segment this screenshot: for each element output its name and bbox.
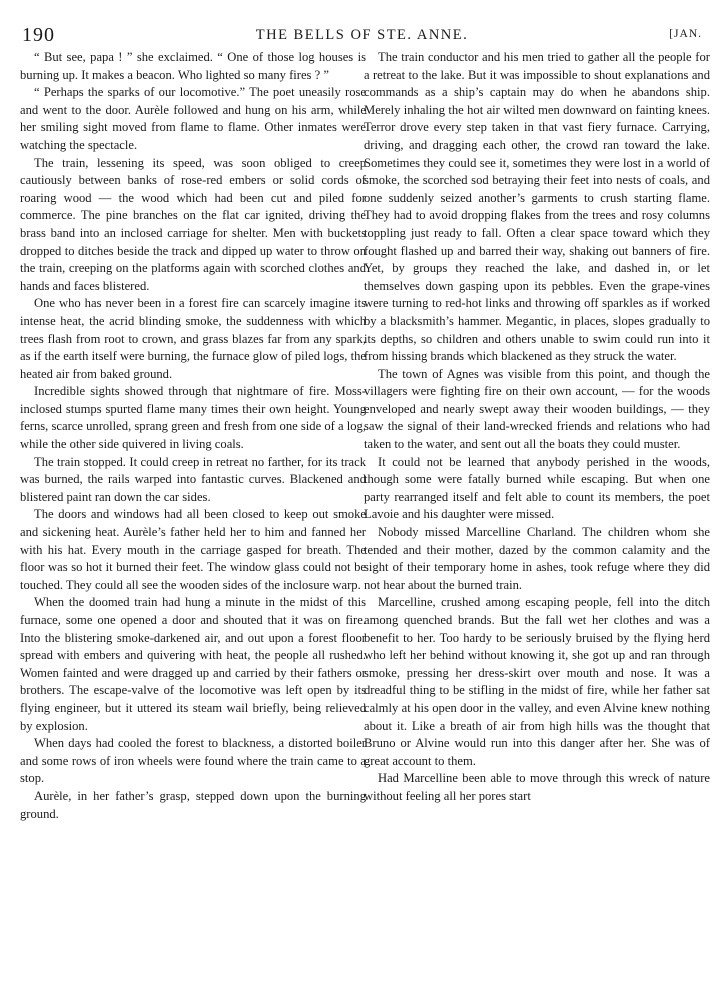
paragraph: The town of Agnes was visible from this point, and though the villagers were fighting fire on their own account, — for the woods enveloped and nearly swept away their wooden buildings, — they saw the signal of their land-wrecked friends and relations who had taken to the water, and sent out all the boats they could muster. <box>364 366 710 452</box>
paragraph: When the doomed train had hung a minute in the midst of this furnace, some one opened a door and shouted that it was on fire. Into the blistering smoke-darkened air, and out upon a forest floor spread with embers and quivering with heat, the people all rushed. Women fainted and were dragged up and carried by their fathers or brothers. The escape-valve of the locomotive was left open by its flying engineer, but it uttered its steam wail briefly, being relieved by explosion. <box>20 595 366 733</box>
paragraph: Incredible sights showed through that nightmare of fire. Moss-inclosed stumps spurted flame many times their own height. Young ferns, scarce unrolled, sprang green and fresh from one side of a log, while the other side quivered in living coals. <box>20 384 366 452</box>
page-number: 190 <box>22 24 55 46</box>
paragraph: “ Perhaps the sparks of our locomotive.” The poet uneasily rose and went to the door. Aurèle followed and hung on his arm, while her smiling sight moved from flame to flame. Other inmates were watching the spectacle. <box>20 85 366 152</box>
paragraph: One who has never been in a forest fire can scarcely imagine its intense heat, the acrid blinding smoke, the suddenness with which trees flash from root to crown, and grass blazes far from any spark, as if the earth itself were burning, the furnace glow of piled logs, the heated air from baked ground. <box>20 296 366 381</box>
paragraph: Nobody missed Marcelline Charland. The children whom she tended and their mother, dazed by the common calamity and the sight of their temporary home in ashes, took refuge where they did not hear about the burned train. <box>364 525 710 592</box>
paragraph: Marcelline, crushed among escaping people, fell into the ditch among quenched brands. But the fall wet her clothes and was a benefit to her. Too hardy to be seriously bruised by the flying herd who left her behind without knowing it, she got up and ran through smoke, pressing her dress-skirt over mouth and nose. It was a dreadful thing to be stifling in the midst of fire, while her father sat calmly at his open door in the valley, and even Alvine knew nothing about it. Like a breath of air from high hills was the thought that Bruno or Alvine would run into this danger after her. She was of great account to them. <box>364 595 710 768</box>
paragraph: Aurèle, in her father’s grasp, stepped down upon the burning ground. <box>20 788 366 821</box>
paragraph: The train stopped. It could creep in retreat no farther, for its track was burned, the rails warped into fantastic curves. Blackened and blistered paint ran down the car sides. <box>20 454 366 504</box>
running-title: THE BELLS OF STE. ANNE. <box>255 27 469 43</box>
paragraph: When days had cooled the forest to blackness, a distorted boiler and some rows of iron wheels were found where the train came to a stop. <box>20 736 366 786</box>
right-column <box>364 49 710 989</box>
paragraph: “ But see, papa ! ” she exclaimed. “ One of those log houses is burning up. It makes a beacon. Who lighted so many fires ? ” <box>20 50 366 82</box>
paragraph: It could not be learned that anybody perished in the woods, though some were fatally burned while escaping. But when one party rearranged itself and felt able to count its members, the poet Lavoie and his daughter were missed. <box>364 454 710 522</box>
left-column <box>20 49 366 989</box>
paragraph: The doors and windows had all been closed to keep out smoke and sickening heat. Aurèle’s father held her to him and fanned her with his hat. Every mouth in the carriage gasped for breath. The floor was so hot it burned their feet. The window glass could not be touched. They could all see the wooden sides of the inclosure warp. <box>20 507 366 592</box>
running-header <box>22 24 702 50</box>
paragraph: Had Marcelline been able to move through this wreck of nature without feeling all her pores start <box>364 771 710 803</box>
paragraph: The train conductor and his men tried to gather all the people for a retreat to the lake. But it was impossible to shout explanations and commands as a ship’s captain may do when he abandons ship. Merely inhaling the hot air wilted men downward on fainting knees. Terror drove every step taken in that vast fiery furnace. Carrying, driving, and dragging each other, the crowd ran toward the lake. Sometimes they could see it, sometimes they were lost in a world of smoke, the scorched sod betraying their feet into nests of coals, and one suddenly seized another’s garments to crush starting flame. They had to avoid dropping flakes from the trees and rosy columns toppling just ready to fall. Often a clear space toward which they fought flashed up and barred their way, shaking out banners of fire. Yet, by groups they reached the lake, and dashed in, or let themselves down gasping upon its pebbles. Even the grape-vines were turning to red-hot links and throwing off sparkles as if worked by a blacksmith’s hammer. Megantic, in places, slopes gradually to its depths, so children and others unable to swim could run into it from hissing brands which blackened as they struck the water. <box>364 50 710 364</box>
paragraph: The train, lessening its speed, was soon obliged to creep cautiously between banks of rose-red embers or solid cords of roaring wood — the wood which had been cut and piled for commerce. The pine branches on the flat car ignited, driving the brass band into an inclosed carriage for shelter. Men with buckets dropped to ditches beside the track and dipped up water to throw on the train, creeping on the platforms again with scorched clothes and hands and faces blistered. <box>20 155 366 293</box>
issue-month: [JAN. <box>669 28 702 40</box>
